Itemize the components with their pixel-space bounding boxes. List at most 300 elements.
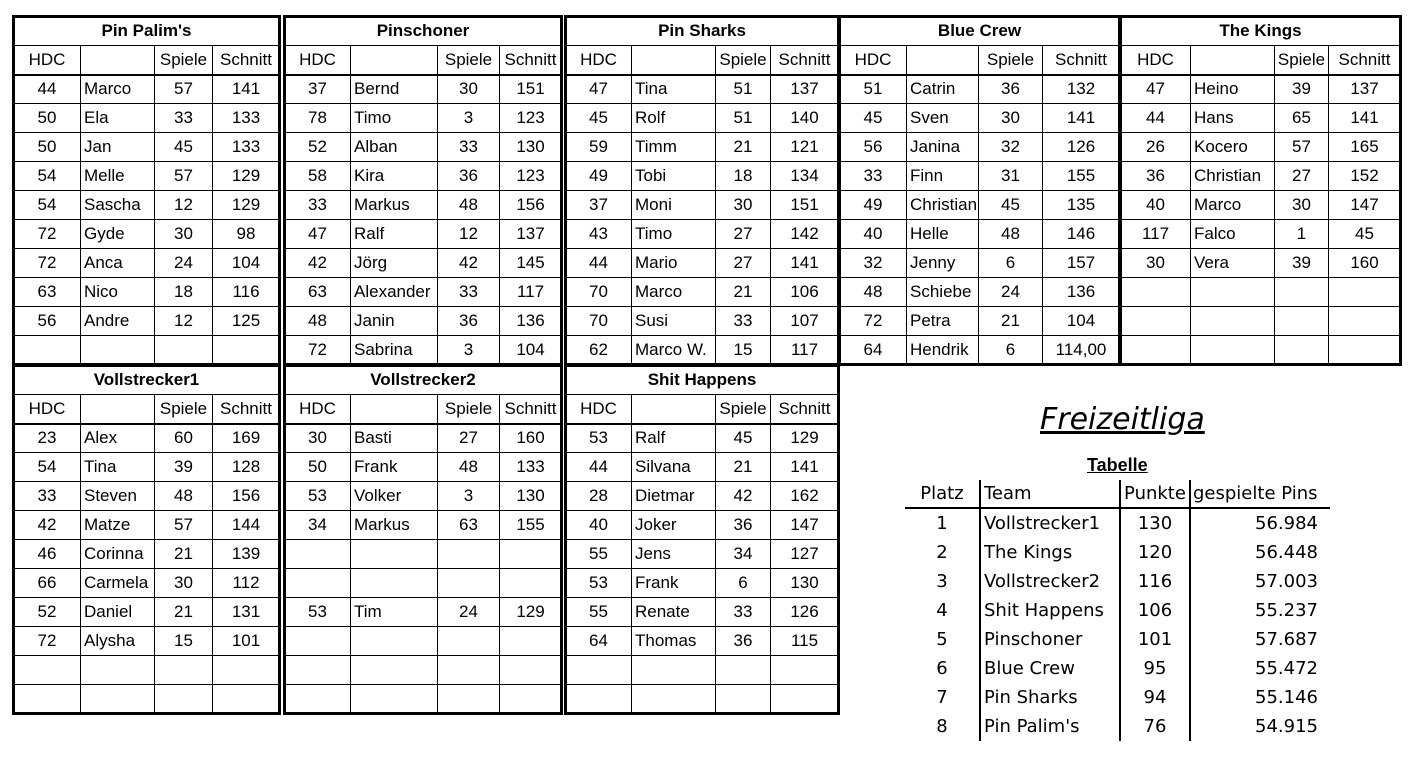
player-row	[285, 598, 562, 627]
player-row	[566, 424, 839, 453]
player-row	[840, 191, 1120, 220]
header-divider	[284, 74, 561, 76]
games-cell: 30	[155, 220, 213, 249]
games-cell: 30	[1275, 191, 1329, 220]
hdc-cell: 52	[285, 133, 351, 162]
column-header	[1191, 46, 1275, 75]
average-cell: 126	[771, 598, 839, 627]
player-row	[840, 220, 1120, 249]
player-name-cell: Melle	[81, 162, 155, 191]
team-cell: Pinschoner	[980, 625, 1120, 654]
hdc-cell: 44	[14, 75, 81, 104]
games-cell: 33	[438, 133, 500, 162]
player-row	[566, 249, 839, 278]
average-cell: 129	[771, 424, 839, 453]
team-cell: Vollstrecker1	[980, 508, 1120, 538]
team-cell: Vollstrecker2	[980, 567, 1120, 596]
points-header: Punkte	[1120, 480, 1190, 508]
average-cell: 129	[213, 162, 280, 191]
games-cell: 36	[716, 511, 771, 540]
games-cell: 27	[1275, 162, 1329, 191]
average-cell: 132	[1043, 75, 1120, 104]
average-cell: 98	[213, 220, 280, 249]
average-cell: 135	[1043, 191, 1120, 220]
average-cell: 116	[213, 278, 280, 307]
hdc-cell	[285, 656, 351, 685]
games-cell: 21	[155, 540, 213, 569]
games-cell	[438, 540, 500, 569]
average-cell	[500, 540, 562, 569]
average-cell: 140	[771, 104, 839, 133]
player-name-cell	[351, 540, 438, 569]
average-cell: 155	[500, 511, 562, 540]
rank-cell: 5	[936, 629, 948, 650]
games-cell: 6	[979, 336, 1043, 365]
player-row	[840, 336, 1120, 365]
player-row	[14, 133, 280, 162]
player-name-cell: Sven	[907, 104, 979, 133]
column-header: Spiele	[155, 46, 213, 75]
hdc-cell: 33	[285, 191, 351, 220]
games-cell: 57	[155, 511, 213, 540]
average-cell	[213, 336, 280, 365]
hdc-cell	[1121, 336, 1191, 365]
column-header: Spiele	[979, 46, 1043, 75]
games-cell: 3	[438, 482, 500, 511]
standings-row	[905, 683, 1330, 712]
player-name-cell: Gyde	[81, 220, 155, 249]
average-cell: 136	[500, 307, 562, 336]
player-name-cell: Bernd	[351, 75, 438, 104]
player-name-cell: Vera	[1191, 249, 1275, 278]
player-name-cell: Christian	[1191, 162, 1275, 191]
points-cell: 120	[1120, 538, 1190, 567]
player-row	[566, 220, 839, 249]
pins-cell: 55.146	[1190, 683, 1330, 712]
rank-header: Platz	[905, 480, 980, 508]
average-cell: 107	[771, 307, 839, 336]
player-name-cell	[351, 656, 438, 685]
hdc-cell: 53	[285, 482, 351, 511]
hdc-cell	[14, 685, 81, 714]
player-row	[566, 104, 839, 133]
standings-subtitle: Tabelle	[1087, 455, 1148, 475]
standings-row	[905, 654, 1330, 683]
player-name-cell	[632, 656, 716, 685]
hdc-cell	[566, 685, 632, 714]
points-cell: 95	[1120, 654, 1190, 683]
player-row	[566, 162, 839, 191]
rank-cell: 4	[936, 600, 948, 621]
column-header	[351, 395, 438, 424]
games-cell: 36	[438, 307, 500, 336]
average-cell: 160	[500, 424, 562, 453]
player-row	[285, 191, 562, 220]
pins-cell: 57.003	[1190, 567, 1330, 596]
player-name-cell: Janin	[351, 307, 438, 336]
player-name-cell: Hendrik	[907, 336, 979, 365]
player-name-cell: Hans	[1191, 104, 1275, 133]
player-name-cell: Timo	[351, 104, 438, 133]
team-name: The Kings	[1121, 17, 1401, 46]
games-cell: 24	[979, 278, 1043, 307]
standings-row	[905, 712, 1330, 741]
team-name: Pin Palim's	[14, 17, 280, 46]
column-header: HDC	[566, 46, 632, 75]
column-header	[632, 46, 716, 75]
hdc-cell: 55	[566, 598, 632, 627]
player-row	[14, 191, 280, 220]
hdc-cell: 72	[14, 249, 81, 278]
player-row	[14, 278, 280, 307]
header-divider	[284, 423, 561, 425]
games-cell: 63	[438, 511, 500, 540]
average-cell: 104	[1043, 307, 1120, 336]
average-cell	[1329, 278, 1401, 307]
games-cell: 32	[979, 133, 1043, 162]
average-cell: 133	[213, 104, 280, 133]
average-cell: 123	[500, 104, 562, 133]
player-row	[1121, 162, 1401, 191]
points-cell: 106	[1120, 596, 1190, 625]
games-cell: 30	[155, 569, 213, 598]
player-name-cell: Renate	[632, 598, 716, 627]
player-row	[285, 162, 562, 191]
header-divider	[565, 74, 838, 76]
points-cell: 94	[1120, 683, 1190, 712]
player-name-cell: Ralf	[351, 220, 438, 249]
average-cell: 134	[771, 162, 839, 191]
games-cell: 31	[979, 162, 1043, 191]
player-row	[285, 336, 562, 365]
player-name-cell: Sascha	[81, 191, 155, 220]
player-name-cell: Corinna	[81, 540, 155, 569]
average-cell: 147	[1329, 191, 1401, 220]
player-row	[566, 336, 839, 365]
player-row	[14, 336, 280, 365]
hdc-cell: 62	[566, 336, 632, 365]
games-cell: 60	[155, 424, 213, 453]
games-cell: 34	[716, 540, 771, 569]
player-row	[566, 656, 839, 685]
player-row	[285, 482, 562, 511]
column-header	[81, 46, 155, 75]
hdc-cell	[1121, 278, 1191, 307]
average-cell: 125	[213, 307, 280, 336]
rank-cell: 3	[936, 571, 948, 592]
games-cell: 3	[438, 336, 500, 365]
hdc-cell: 53	[566, 569, 632, 598]
average-cell: 106	[771, 278, 839, 307]
player-row	[840, 278, 1120, 307]
hdc-cell: 33	[14, 482, 81, 511]
pins-cell: 55.472	[1190, 654, 1330, 683]
player-row	[840, 249, 1120, 278]
hdc-cell: 70	[566, 307, 632, 336]
games-cell: 45	[716, 424, 771, 453]
games-cell: 12	[155, 191, 213, 220]
team-table	[284, 16, 562, 365]
games-cell: 48	[979, 220, 1043, 249]
player-name-cell: Marco	[1191, 191, 1275, 220]
standings-row	[905, 625, 1330, 654]
games-cell	[438, 569, 500, 598]
average-cell: 133	[213, 133, 280, 162]
games-cell: 39	[1275, 75, 1329, 104]
team-table	[284, 365, 562, 714]
hdc-cell: 70	[566, 278, 632, 307]
games-cell: 21	[979, 307, 1043, 336]
player-row	[1121, 220, 1401, 249]
player-name-cell: Andre	[81, 307, 155, 336]
games-cell	[1275, 307, 1329, 336]
games-cell: 6	[716, 569, 771, 598]
player-row	[285, 569, 562, 598]
header-divider	[1120, 74, 1400, 76]
average-cell	[500, 685, 562, 714]
games-cell	[155, 336, 213, 365]
column-header	[907, 46, 979, 75]
player-name-cell: Steven	[81, 482, 155, 511]
hdc-cell: 45	[840, 104, 907, 133]
average-cell	[500, 656, 562, 685]
average-cell: 136	[1043, 278, 1120, 307]
points-cell: 130	[1120, 508, 1190, 538]
hdc-cell: 48	[285, 307, 351, 336]
hdc-cell: 64	[566, 627, 632, 656]
column-header: Spiele	[716, 46, 771, 75]
hdc-cell: 63	[285, 278, 351, 307]
games-cell	[438, 685, 500, 714]
team-cell: The Kings	[980, 538, 1120, 567]
games-cell: 6	[979, 249, 1043, 278]
player-name-cell: Janina	[907, 133, 979, 162]
rank-cell: 6	[936, 658, 948, 679]
hdc-cell: 45	[566, 104, 632, 133]
hdc-cell: 40	[840, 220, 907, 249]
hdc-cell: 40	[1121, 191, 1191, 220]
average-cell: 129	[500, 598, 562, 627]
player-name-cell	[1191, 278, 1275, 307]
games-cell: 33	[155, 104, 213, 133]
hdc-cell: 32	[840, 249, 907, 278]
player-row	[14, 220, 280, 249]
column-header: Spiele	[438, 395, 500, 424]
average-cell: 151	[771, 191, 839, 220]
player-name-cell: Carmela	[81, 569, 155, 598]
player-row	[285, 424, 562, 453]
hdc-cell: 30	[1121, 249, 1191, 278]
games-cell: 30	[716, 191, 771, 220]
average-cell: 117	[500, 278, 562, 307]
hdc-cell: 36	[1121, 162, 1191, 191]
player-row	[566, 685, 839, 714]
average-cell: 141	[771, 453, 839, 482]
player-name-cell: Kocero	[1191, 133, 1275, 162]
games-cell: 27	[716, 220, 771, 249]
games-cell: 27	[716, 249, 771, 278]
player-row	[566, 540, 839, 569]
column-header: Schnitt	[213, 395, 280, 424]
player-name-cell: Jens	[632, 540, 716, 569]
average-cell: 146	[1043, 220, 1120, 249]
player-name-cell	[632, 685, 716, 714]
player-name-cell: Alysha	[81, 627, 155, 656]
player-row	[566, 133, 839, 162]
average-cell: 165	[1329, 133, 1401, 162]
hdc-cell: 72	[14, 627, 81, 656]
average-cell: 156	[213, 482, 280, 511]
hdc-cell: 64	[840, 336, 907, 365]
column-header	[632, 395, 716, 424]
games-cell: 33	[716, 307, 771, 336]
player-name-cell: Jörg	[351, 249, 438, 278]
player-row	[14, 540, 280, 569]
average-cell	[213, 656, 280, 685]
pins-cell: 55.237	[1190, 596, 1330, 625]
average-cell: 123	[500, 162, 562, 191]
average-cell	[771, 685, 839, 714]
hdc-cell: 42	[14, 511, 81, 540]
player-row	[285, 511, 562, 540]
games-cell: 36	[716, 627, 771, 656]
points-cell: 101	[1120, 625, 1190, 654]
average-cell: 151	[500, 75, 562, 104]
player-row	[285, 656, 562, 685]
average-cell: 115	[771, 627, 839, 656]
player-name-cell: Timm	[632, 133, 716, 162]
column-header: HDC	[285, 46, 351, 75]
standings-row	[905, 596, 1330, 625]
average-cell: 137	[500, 220, 562, 249]
team-name: Vollstrecker2	[285, 366, 562, 395]
player-row	[566, 191, 839, 220]
average-cell: 162	[771, 482, 839, 511]
player-row	[14, 511, 280, 540]
player-row	[285, 220, 562, 249]
games-cell: 21	[716, 278, 771, 307]
player-row	[566, 598, 839, 627]
games-cell	[155, 656, 213, 685]
games-cell: 51	[716, 75, 771, 104]
column-header: Spiele	[1275, 46, 1329, 75]
player-name-cell: Marco	[81, 75, 155, 104]
hdc-cell: 53	[285, 598, 351, 627]
games-cell: 48	[438, 191, 500, 220]
hdc-cell	[14, 336, 81, 365]
player-name-cell: Timo	[632, 220, 716, 249]
hdc-cell: 50	[14, 104, 81, 133]
average-cell: 45	[1329, 220, 1401, 249]
hdc-cell	[14, 656, 81, 685]
player-name-cell: Catrin	[907, 75, 979, 104]
average-cell: 155	[1043, 162, 1120, 191]
hdc-cell: 47	[285, 220, 351, 249]
games-cell: 12	[438, 220, 500, 249]
games-cell	[1275, 336, 1329, 365]
column-header	[81, 395, 155, 424]
column-header: HDC	[14, 395, 81, 424]
player-row	[285, 307, 562, 336]
games-cell: 27	[438, 424, 500, 453]
player-name-cell: Ela	[81, 104, 155, 133]
hdc-cell: 49	[840, 191, 907, 220]
games-cell: 45	[155, 133, 213, 162]
team-name: Pinschoner	[285, 17, 562, 46]
average-cell: 130	[500, 133, 562, 162]
rank-cell: 1	[936, 513, 948, 534]
hdc-cell: 55	[566, 540, 632, 569]
player-name-cell: Mario	[632, 249, 716, 278]
player-name-cell	[351, 685, 438, 714]
average-cell	[1329, 336, 1401, 365]
games-cell: 42	[716, 482, 771, 511]
hdc-cell	[285, 685, 351, 714]
hdc-cell	[1121, 307, 1191, 336]
games-cell	[716, 685, 771, 714]
average-cell: 126	[1043, 133, 1120, 162]
team-name: Shit Happens	[566, 366, 839, 395]
column-header: HDC	[285, 395, 351, 424]
player-name-cell: Helle	[907, 220, 979, 249]
column-header: Spiele	[438, 46, 500, 75]
average-cell: 117	[771, 336, 839, 365]
hdc-cell: 44	[1121, 104, 1191, 133]
player-row	[285, 627, 562, 656]
column-header: HDC	[840, 46, 907, 75]
hdc-cell: 43	[566, 220, 632, 249]
team-name: Vollstrecker1	[14, 366, 280, 395]
column-header: Schnitt	[213, 46, 280, 75]
average-cell: 104	[213, 249, 280, 278]
average-cell: 130	[771, 569, 839, 598]
hdc-cell: 72	[285, 336, 351, 365]
points-cell: 76	[1120, 712, 1190, 741]
hdc-cell: 37	[285, 75, 351, 104]
average-cell: 152	[1329, 162, 1401, 191]
average-cell: 104	[500, 336, 562, 365]
hdc-cell: 33	[840, 162, 907, 191]
hdc-cell: 53	[566, 424, 632, 453]
hdc-cell: 34	[285, 511, 351, 540]
average-cell: 133	[500, 453, 562, 482]
player-row	[14, 656, 280, 685]
hdc-cell: 54	[14, 191, 81, 220]
player-name-cell	[81, 685, 155, 714]
average-cell: 101	[213, 627, 280, 656]
column-header: HDC	[1121, 46, 1191, 75]
games-cell: 3	[438, 104, 500, 133]
hdc-cell: 78	[285, 104, 351, 133]
player-row	[14, 598, 280, 627]
player-name-cell: Daniel	[81, 598, 155, 627]
hdc-cell: 48	[840, 278, 907, 307]
games-cell: 57	[155, 75, 213, 104]
player-row	[566, 278, 839, 307]
player-row	[566, 627, 839, 656]
games-cell: 24	[155, 249, 213, 278]
games-cell: 45	[979, 191, 1043, 220]
games-cell: 39	[1275, 249, 1329, 278]
average-cell: 139	[213, 540, 280, 569]
team-cell: Blue Crew	[980, 654, 1120, 683]
player-row	[14, 162, 280, 191]
games-cell: 30	[438, 75, 500, 104]
team-header: Team	[980, 480, 1120, 508]
player-name-cell: Markus	[351, 511, 438, 540]
player-row	[1121, 133, 1401, 162]
player-row	[566, 482, 839, 511]
